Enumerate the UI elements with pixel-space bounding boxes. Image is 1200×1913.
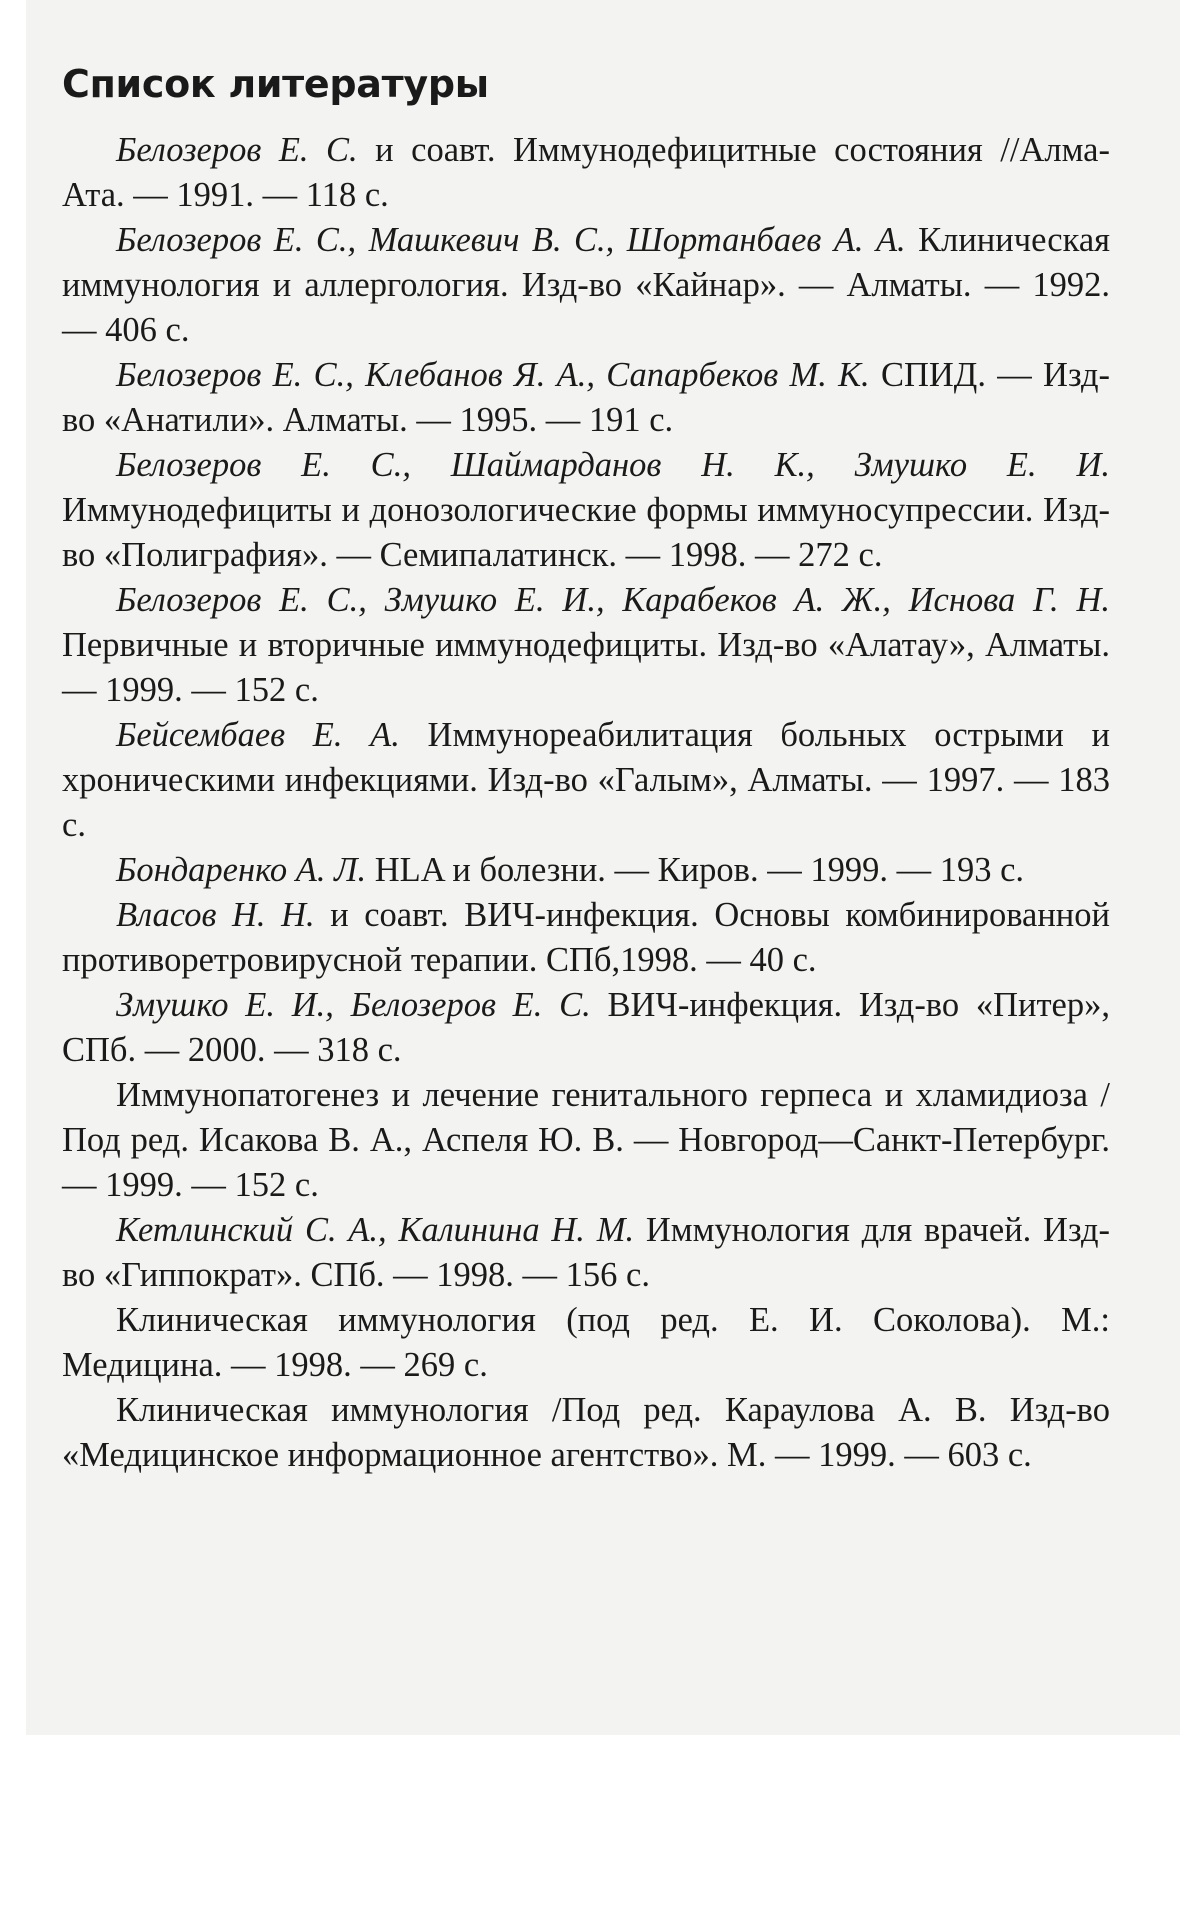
reference-list: [62, 128, 1110, 1478]
reference-authors: Кетлинский С. А., Калинина Н. М.: [116, 1211, 635, 1249]
reference-authors: Бондаренко А. Л.: [116, 851, 367, 889]
reference-item: [62, 1073, 1110, 1208]
reference-item: [62, 1298, 1110, 1388]
reference-authors: Белозеров Е. С., Шаймарданов Н. К., Змушко Е. И.: [116, 446, 1110, 484]
reference-authors: Белозеров Е. С., Машкевич В. С., Шортанбаев А. А.: [116, 221, 906, 259]
reference-text: Иммунопатогенез и лечение генитального герпеса и хламидиоза /Под ред. Исакова В. А., Аспеля Ю. В. — Новгород—Санкт-Петербург. — 1999. — 152 с.: [62, 1076, 1110, 1204]
reference-text: Иммунодефициты и донозологические формы иммуносупрессии. Изд-во «Полиграфия». — Семипалатинск. — 1998. — 272 с.: [62, 491, 1110, 574]
reference-item: [62, 893, 1110, 983]
reference-authors: Змушко Е. И., Белозеров Е. С.: [116, 986, 591, 1024]
reference-item: [62, 128, 1110, 218]
page-title: Список литературы: [62, 62, 489, 106]
document-page: [62, 58, 1110, 1478]
reference-item: [62, 848, 1110, 893]
reference-text: Иммунореабилитация больных острыми и хроническими инфекциями. Изд-во «Галым», Алматы. — 1997. — 183 с.: [62, 716, 1110, 844]
reference-text: Иммунология для врачей. Изд-во «Гиппократ». СПб. — 1998. — 156 с.: [62, 1211, 1111, 1294]
reference-item: [62, 983, 1110, 1073]
reference-text: и соавт. ВИЧ-инфекция. Основы комбинированной противоретровирусной терапии. СПб,1998. — 40 с.: [62, 896, 1110, 979]
reference-text: СПИД. — Изд-во «Анатили». Алматы. — 1995. — 191 с.: [62, 356, 1110, 439]
reference-text: ВИЧ-инфекция. Изд-во «Питер», СПб. — 2000. — 318 с.: [62, 986, 1110, 1069]
reference-authors: Бейсембаев Е. А.: [116, 716, 400, 754]
reference-text: Клиническая иммунология (под ред. Е. И. Соколова). М.: Медицина. — 1998. — 269 с.: [62, 1301, 1110, 1384]
reference-text: и соавт. Иммунодефицитные состояния //Алма-Ата. — 1991. — 118 с.: [62, 131, 1110, 214]
reference-text: Клиническая иммунология и аллергология. Изд-во «Кайнар». — Алматы. — 1992. — 406 с.: [62, 221, 1110, 349]
reference-item: [62, 1208, 1110, 1298]
reference-authors: Белозеров Е. С.: [116, 131, 358, 169]
reference-item: [62, 353, 1110, 443]
reference-authors: Власов Н. Н.: [116, 896, 315, 934]
reference-authors: Белозеров Е. С., Клебанов Я. А., Сапарбеков М. К.: [116, 356, 870, 394]
reference-authors: Белозеров Е. С., Змушко Е. И., Карабеков А. Ж., Иснова Г. Н.: [116, 581, 1110, 619]
reference-text: HLA и болезни. — Киров. — 1999. — 193 с.: [366, 851, 1025, 889]
reference-text: Клиническая иммунология /Под ред. Караулова А. В. Изд-во «Медицинское информационное агентство». М. — 1999. — 603 с.: [62, 1391, 1110, 1474]
reference-item: [62, 578, 1110, 713]
reference-item: [62, 443, 1110, 578]
reference-item: [62, 218, 1110, 353]
reference-item: [62, 1388, 1110, 1478]
reference-text: Первичные и вторичные иммунодефициты. Изд-во «Алатау», Алматы. — 1999. — 152 с.: [62, 626, 1110, 709]
reference-item: [62, 713, 1110, 848]
